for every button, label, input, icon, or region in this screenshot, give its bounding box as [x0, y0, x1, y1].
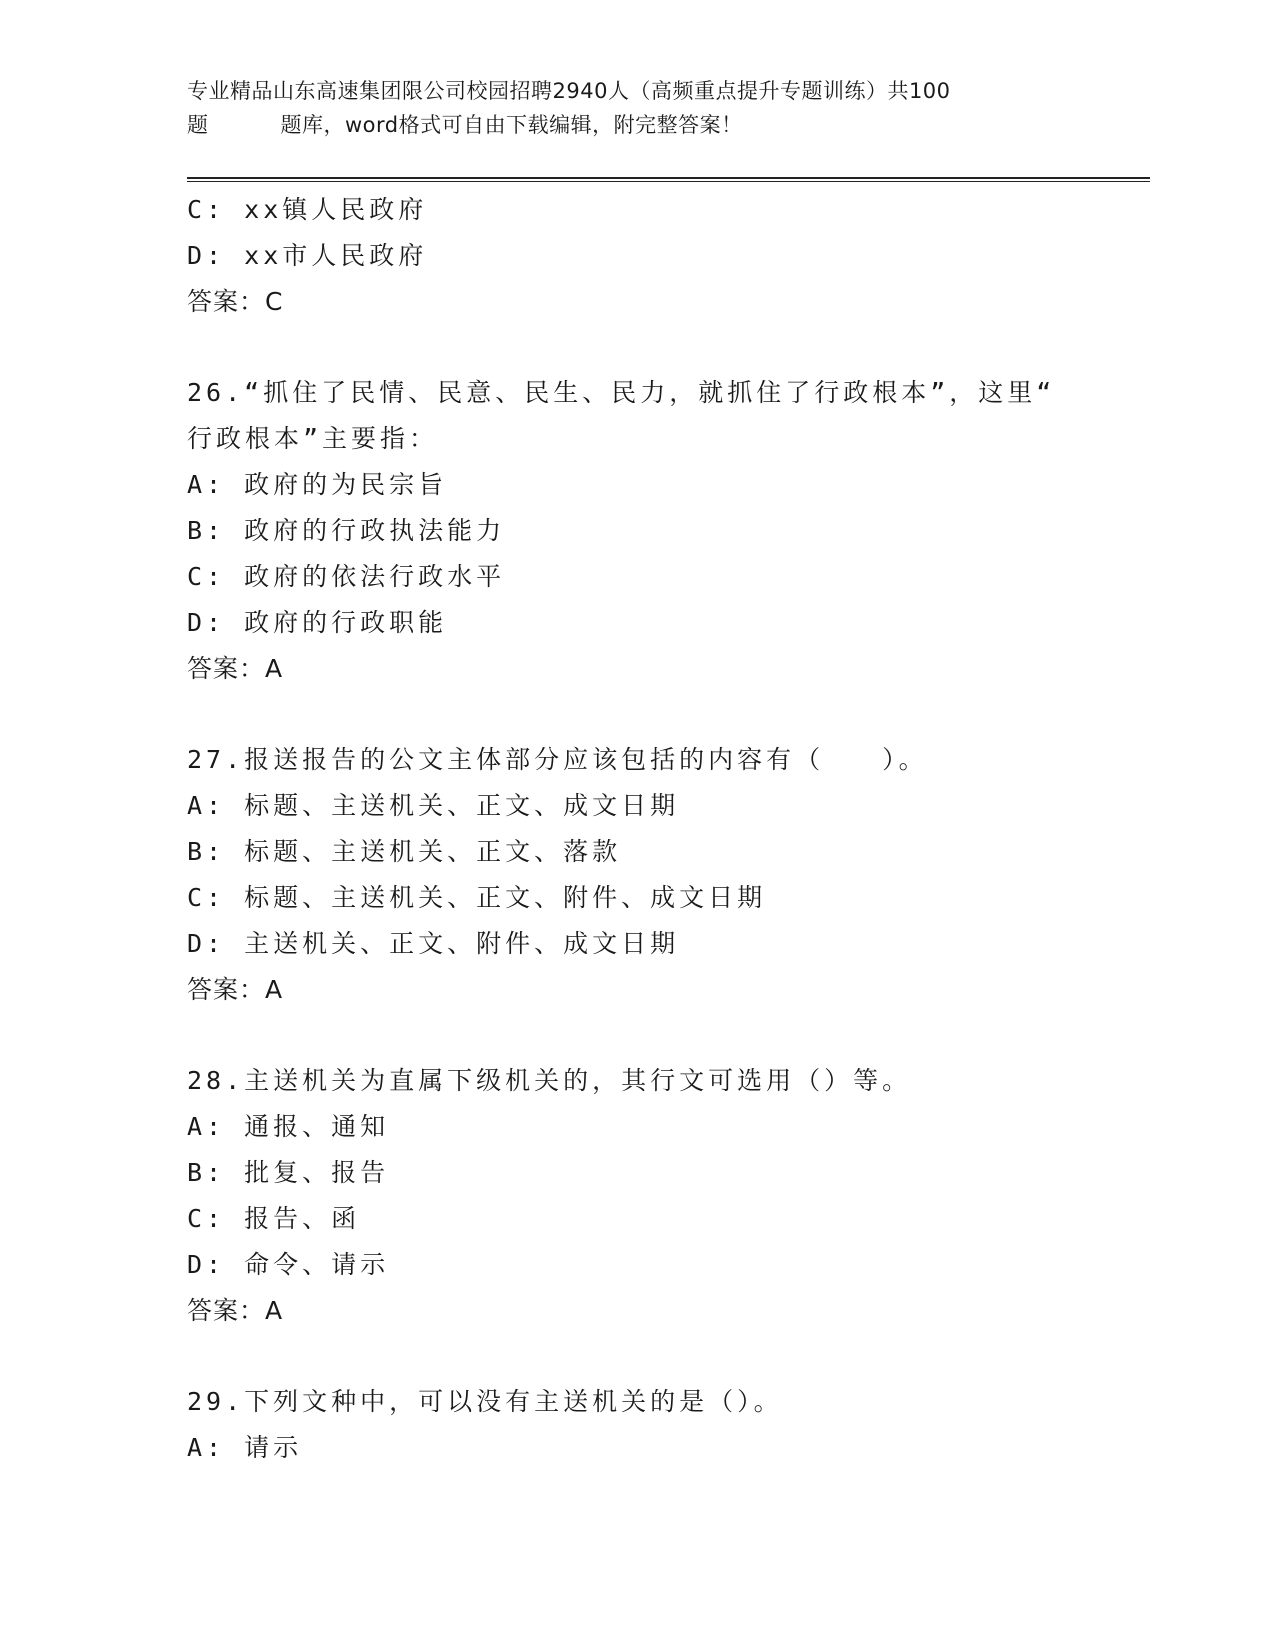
option-line: C: 政府的依法行政水平 [187, 562, 506, 591]
option-line: A: 政府的为民宗旨 [187, 470, 448, 499]
option-line: D: xx市人民政府 [187, 241, 428, 270]
question-list [187, 187, 1127, 1471]
answer-line: 答案：C [187, 287, 284, 316]
question-block [187, 187, 1127, 325]
option-line: B: 批复、报告 [187, 1158, 390, 1187]
option-line: C: 标题、主送机关、正文、附件、成文日期 [187, 883, 767, 912]
header-title-fragment: 题库，word格式可自由下载编辑，附完整答案！ [280, 113, 743, 137]
option-line: A: 请示 [187, 1433, 303, 1462]
header-title-line-2 [187, 108, 1087, 142]
option-line: D: 政府的行政职能 [187, 608, 448, 637]
question-block [187, 1379, 1127, 1471]
question-text: 28.主送机关为直属下级机关的，其行文可选用（）等。 [187, 1066, 912, 1095]
option-line: C: xx镇人民政府 [187, 195, 428, 224]
option-line: A: 标题、主送机关、正文、成文日期 [187, 791, 680, 820]
header-title-fragment: 题 [187, 113, 209, 137]
question-text: 29.下列文种中，可以没有主送机关的是（）。 [187, 1387, 783, 1416]
question-block [187, 370, 1127, 692]
question-text: 26.“抓住了民情、民意、民生、民力，就抓住了行政根本”，这里“ [187, 378, 1056, 407]
header-divider [187, 177, 1150, 182]
option-line: C: 报告、函 [187, 1204, 361, 1233]
answer-line: 答案：A [187, 1296, 284, 1325]
question-block [187, 737, 1127, 1013]
answer-line: 答案：A [187, 975, 284, 1004]
question-block [187, 1058, 1127, 1334]
option-line: A: 通报、通知 [187, 1112, 390, 1141]
question-text: 27.报送报告的公文主体部分应该包括的内容有（ ）。 [187, 745, 928, 774]
option-line: B: 政府的行政执法能力 [187, 516, 506, 545]
option-line: D: 主送机关、正文、附件、成文日期 [187, 929, 680, 958]
option-line: D: 命令、请示 [187, 1250, 390, 1279]
answer-line: 答案：A [187, 654, 284, 683]
header-title-line-1: 专业精品山东高速集团限公司校园招聘2940人（高频重点提升专题训练）共100 [187, 79, 951, 103]
question-text: 行政根本”主要指： [187, 424, 439, 453]
page-header [187, 74, 1087, 142]
option-line: B: 标题、主送机关、正文、落款 [187, 837, 622, 866]
